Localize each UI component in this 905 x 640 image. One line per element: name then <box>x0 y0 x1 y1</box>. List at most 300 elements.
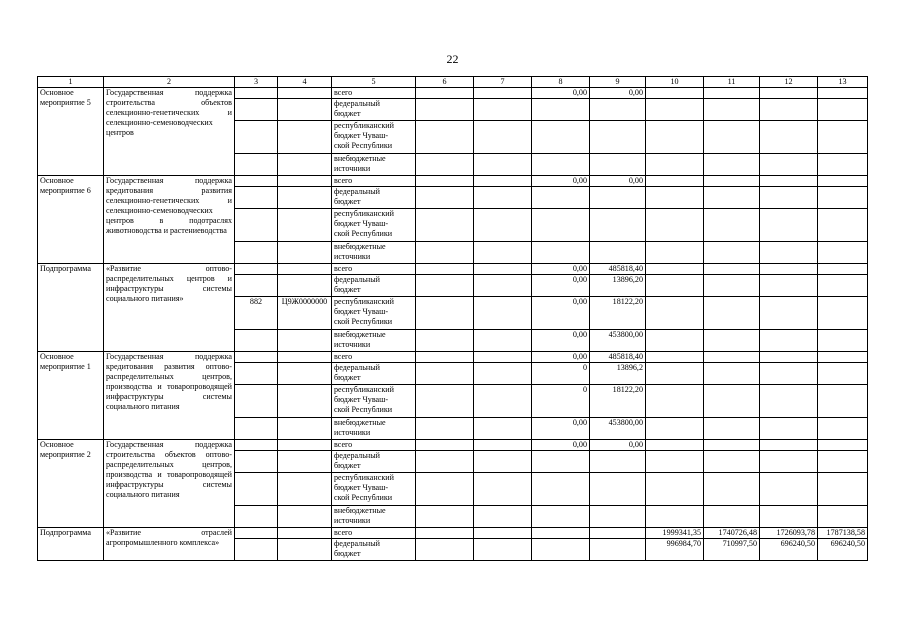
cell-col-6 <box>416 99 474 121</box>
cell-col-11 <box>704 187 760 209</box>
cell-col-11 <box>704 440 760 451</box>
cell-col-13 <box>818 242 868 264</box>
cell-col-13 <box>818 154 868 176</box>
cell-col-9 <box>590 154 646 176</box>
cell-col-6 <box>416 121 474 154</box>
funding-source-cell <box>332 88 416 99</box>
table-row <box>38 440 868 451</box>
funding-source-label: источники <box>334 428 371 437</box>
cell-col-6 <box>416 440 474 451</box>
program-description-cell: Государственная поддержка строительства объектов селекционно-генетических и селекционно-семеноводческих центров <box>104 88 235 176</box>
funding-source-cell <box>332 528 416 539</box>
cell-col-13 <box>818 352 868 363</box>
funding-source-cell <box>332 209 416 242</box>
funding-source-cell <box>332 352 416 363</box>
cell-col-12 <box>760 88 818 99</box>
cell-col-13 <box>818 275 868 297</box>
cell-col-10 <box>646 363 704 385</box>
cell-col-10 <box>646 297 704 330</box>
column-header: 13 <box>818 77 868 88</box>
column-header: 5 <box>332 77 416 88</box>
cell-col-12 <box>760 352 818 363</box>
cell-col-6 <box>416 363 474 385</box>
funding-source-label: бюджет <box>334 373 361 382</box>
funding-source-label: бюджет <box>334 285 361 294</box>
cell-col-11 <box>704 121 760 154</box>
cell-col-6 <box>416 154 474 176</box>
cell-col-12 <box>760 275 818 297</box>
funding-source-label: всего <box>334 352 353 361</box>
table-row <box>38 88 868 99</box>
funding-source-label: федеральный <box>334 187 380 196</box>
table-row <box>38 176 868 187</box>
cell-col-8: 0,00 <box>532 418 590 440</box>
cell-col-8: 0,00 <box>532 352 590 363</box>
funding-source-label: республиканский <box>334 209 394 218</box>
funding-source-label: бюджет Чуваш- <box>334 307 389 316</box>
cell-col-4 <box>278 330 332 352</box>
cell-col-13 <box>818 418 868 440</box>
cell-col-7 <box>474 187 532 209</box>
cell-col-8 <box>532 528 590 539</box>
cell-col-11 <box>704 176 760 187</box>
cell-col-3 <box>235 242 278 264</box>
cell-col-4 <box>278 352 332 363</box>
cell-col-9: 453800,00 <box>590 418 646 440</box>
cell-col-13 <box>818 121 868 154</box>
cell-col-4 <box>278 154 332 176</box>
cell-col-13 <box>818 330 868 352</box>
cell-col-8: 0,00 <box>532 176 590 187</box>
cell-col-6 <box>416 88 474 99</box>
cell-col-3 <box>235 363 278 385</box>
cell-col-12 <box>760 264 818 275</box>
cell-col-4 <box>278 528 332 539</box>
cell-col-10 <box>646 242 704 264</box>
cell-col-13 <box>818 209 868 242</box>
cell-col-8 <box>532 209 590 242</box>
cell-col-4 <box>278 451 332 473</box>
funding-source-label: ской Республики <box>334 229 393 238</box>
cell-col-9: 18122,20 <box>590 385 646 418</box>
cell-col-10 <box>646 352 704 363</box>
cell-col-12 <box>760 451 818 473</box>
cell-col-13 <box>818 385 868 418</box>
cell-col-13 <box>818 297 868 330</box>
budget-table <box>37 76 868 561</box>
funding-source-cell <box>332 297 416 330</box>
cell-col-8: 0,00 <box>532 264 590 275</box>
cell-col-9 <box>590 209 646 242</box>
column-header: 8 <box>532 77 590 88</box>
cell-col-11 <box>704 154 760 176</box>
cell-col-4 <box>278 264 332 275</box>
cell-col-13 <box>818 473 868 506</box>
cell-col-10 <box>646 154 704 176</box>
cell-col-9: 13896,20 <box>590 275 646 297</box>
cell-col-3 <box>235 187 278 209</box>
funding-source-cell <box>332 99 416 121</box>
cell-col-10 <box>646 209 704 242</box>
funding-source-cell <box>332 473 416 506</box>
column-header: 6 <box>416 77 474 88</box>
cell-col-11 <box>704 473 760 506</box>
cell-col-12 <box>760 385 818 418</box>
cell-col-9 <box>590 121 646 154</box>
funding-source-label: всего <box>334 528 353 537</box>
column-header: 3 <box>235 77 278 88</box>
cell-col-12 <box>760 121 818 154</box>
cell-col-8 <box>532 506 590 528</box>
cell-col-13 <box>818 440 868 451</box>
program-description-cell: Государственная поддержка кредитования развития селекционно-генетических и селекционно-семеноводческих центров в подотраслях животноводства и растениеводства <box>104 176 235 264</box>
funding-source-cell <box>332 264 416 275</box>
cell-col-6 <box>416 352 474 363</box>
cell-col-10 <box>646 330 704 352</box>
program-name-cell: Подпрограмма <box>38 264 104 352</box>
funding-source-label: бюджет <box>334 109 361 118</box>
funding-source-cell <box>332 275 416 297</box>
funding-source-label: республиканский <box>334 121 394 130</box>
cell-col-7 <box>474 363 532 385</box>
cell-col-7 <box>474 506 532 528</box>
funding-source-cell <box>332 154 416 176</box>
cell-col-9 <box>590 451 646 473</box>
funding-source-label: бюджет Чуваш- <box>334 483 389 492</box>
cell-col-13 <box>818 187 868 209</box>
funding-source-label: внебюджетные <box>334 506 386 515</box>
cell-col-7 <box>474 528 532 539</box>
funding-source-label: бюджет Чуваш- <box>334 219 389 228</box>
cell-col-3 <box>235 440 278 451</box>
cell-col-11: 710997,50 <box>704 539 760 561</box>
cell-col-8 <box>532 473 590 506</box>
cell-col-10: 1999341,35 <box>646 528 704 539</box>
cell-col-6 <box>416 176 474 187</box>
cell-col-11 <box>704 99 760 121</box>
funding-source-label: федеральный <box>334 539 380 548</box>
cell-col-6 <box>416 473 474 506</box>
funding-source-label: ской Республики <box>334 141 393 150</box>
cell-col-10: 996984,70 <box>646 539 704 561</box>
cell-col-13: 1787138,58 <box>818 528 868 539</box>
cell-col-10 <box>646 264 704 275</box>
cell-col-9 <box>590 99 646 121</box>
funding-source-label: всего <box>334 264 353 273</box>
cell-col-3 <box>235 539 278 561</box>
column-header: 7 <box>474 77 532 88</box>
header-row <box>38 77 868 88</box>
cell-col-3 <box>235 121 278 154</box>
cell-col-12 <box>760 176 818 187</box>
cell-col-8 <box>532 99 590 121</box>
cell-col-10 <box>646 451 704 473</box>
cell-col-3 <box>235 506 278 528</box>
cell-col-11 <box>704 297 760 330</box>
funding-source-label: бюджет <box>334 197 361 206</box>
cell-col-13: 696240,50 <box>818 539 868 561</box>
cell-col-3 <box>235 88 278 99</box>
cell-col-9 <box>590 528 646 539</box>
cell-col-10 <box>646 385 704 418</box>
funding-source-label: всего <box>334 88 353 97</box>
cell-col-12 <box>760 297 818 330</box>
cell-col-6 <box>416 539 474 561</box>
cell-col-11 <box>704 352 760 363</box>
program-name-cell: Основное мероприятие 2 <box>38 440 104 528</box>
cell-col-7 <box>474 242 532 264</box>
cell-col-4 <box>278 176 332 187</box>
cell-col-8: 0,00 <box>532 88 590 99</box>
cell-col-7 <box>474 154 532 176</box>
cell-col-8: 0,00 <box>532 275 590 297</box>
cell-col-12 <box>760 154 818 176</box>
cell-col-3 <box>235 385 278 418</box>
cell-col-9: 0,00 <box>590 176 646 187</box>
cell-col-7 <box>474 264 532 275</box>
cell-col-8 <box>532 539 590 561</box>
table-row <box>38 528 868 539</box>
cell-col-6 <box>416 297 474 330</box>
cell-col-6 <box>416 264 474 275</box>
cell-col-8 <box>532 242 590 264</box>
cell-col-13 <box>818 99 868 121</box>
cell-col-8 <box>532 154 590 176</box>
cell-col-10 <box>646 88 704 99</box>
cell-col-12 <box>760 473 818 506</box>
funding-source-label: республиканский <box>334 297 394 306</box>
cell-col-3 <box>235 209 278 242</box>
funding-source-label: федеральный <box>334 99 380 108</box>
cell-col-3 <box>235 99 278 121</box>
cell-col-13 <box>818 363 868 385</box>
funding-source-cell <box>332 330 416 352</box>
cell-col-4 <box>278 473 332 506</box>
cell-col-7 <box>474 297 532 330</box>
program-name-cell: Основное мероприятие 1 <box>38 352 104 440</box>
funding-source-cell <box>332 451 416 473</box>
column-header: 1 <box>38 77 104 88</box>
cell-col-10 <box>646 473 704 506</box>
table-row <box>38 264 868 275</box>
cell-col-7 <box>474 385 532 418</box>
cell-col-10 <box>646 440 704 451</box>
cell-col-8: 0 <box>532 385 590 418</box>
column-header: 9 <box>590 77 646 88</box>
cell-col-9 <box>590 473 646 506</box>
funding-source-label: внебюджетные <box>334 242 386 251</box>
cell-col-9 <box>590 506 646 528</box>
cell-col-11 <box>704 451 760 473</box>
cell-col-10 <box>646 121 704 154</box>
program-description-cell: Государственная поддержка кредитования развития оптово-распределительных центров, производства и товаропроводящей инфраструктуры системы социального питания <box>104 352 235 440</box>
funding-source-label: источники <box>334 252 371 261</box>
cell-col-12 <box>760 506 818 528</box>
cell-col-6 <box>416 187 474 209</box>
program-description-cell: «Развитие оптово-распределительных центров и инфраструктуры системы социального питания» <box>104 264 235 352</box>
funding-source-label: внебюджетные <box>334 418 386 427</box>
cell-col-7 <box>474 121 532 154</box>
cell-col-4 <box>278 275 332 297</box>
cell-col-6 <box>416 528 474 539</box>
cell-col-3 <box>235 418 278 440</box>
funding-source-label: ской Республики <box>334 317 393 326</box>
cell-col-3: 882 <box>235 297 278 330</box>
program-description-cell: Государственная поддержка строительства объектов оптово-распределительных центров, производства и товаропроводящей инфраструктуры системы социального питания <box>104 440 235 528</box>
funding-source-label: всего <box>334 176 353 185</box>
cell-col-3 <box>235 275 278 297</box>
cell-col-4 <box>278 363 332 385</box>
cell-col-8 <box>532 187 590 209</box>
cell-col-11: 1740726,48 <box>704 528 760 539</box>
cell-col-13 <box>818 506 868 528</box>
program-name-cell: Основное мероприятие 6 <box>38 176 104 264</box>
cell-col-7 <box>474 539 532 561</box>
funding-source-cell <box>332 506 416 528</box>
cell-col-7 <box>474 330 532 352</box>
cell-col-12: 1726093,78 <box>760 528 818 539</box>
program-description-cell: «Развитие отраслей агропромышленного комплекса» <box>104 528 235 561</box>
funding-source-label: федеральный <box>334 451 380 460</box>
cell-col-4 <box>278 506 332 528</box>
cell-col-6 <box>416 506 474 528</box>
table-row <box>38 352 868 363</box>
funding-source-label: внебюджетные <box>334 154 386 163</box>
cell-col-4 <box>278 418 332 440</box>
column-header: 2 <box>104 77 235 88</box>
cell-col-12 <box>760 363 818 385</box>
cell-col-4 <box>278 242 332 264</box>
cell-col-7 <box>474 440 532 451</box>
cell-col-11 <box>704 363 760 385</box>
cell-col-9: 13896,2 <box>590 363 646 385</box>
funding-source-cell <box>332 363 416 385</box>
funding-source-label: бюджет Чуваш- <box>334 395 389 404</box>
cell-col-7 <box>474 209 532 242</box>
cell-col-4 <box>278 121 332 154</box>
funding-source-label: источники <box>334 164 371 173</box>
funding-source-label: федеральный <box>334 275 380 284</box>
funding-source-cell <box>332 539 416 561</box>
cell-col-11 <box>704 506 760 528</box>
cell-col-8 <box>532 451 590 473</box>
cell-col-11 <box>704 275 760 297</box>
cell-col-9: 0,00 <box>590 88 646 99</box>
cell-col-13 <box>818 176 868 187</box>
funding-source-label: республиканский <box>334 473 394 482</box>
cell-col-4 <box>278 440 332 451</box>
funding-source-label: республиканский <box>334 385 394 394</box>
cell-col-12 <box>760 187 818 209</box>
funding-source-cell <box>332 440 416 451</box>
cell-col-13 <box>818 264 868 275</box>
cell-col-11 <box>704 418 760 440</box>
cell-col-3 <box>235 451 278 473</box>
cell-col-7 <box>474 176 532 187</box>
cell-col-3 <box>235 176 278 187</box>
cell-col-9: 453800,00 <box>590 330 646 352</box>
cell-col-4 <box>278 88 332 99</box>
cell-col-11 <box>704 264 760 275</box>
program-name-cell: Подпрограмма <box>38 528 104 561</box>
funding-source-label: бюджет <box>334 461 361 470</box>
cell-col-7 <box>474 418 532 440</box>
page-number: 22 <box>446 52 459 66</box>
cell-col-11 <box>704 88 760 99</box>
cell-col-8: 0,00 <box>532 440 590 451</box>
cell-col-12 <box>760 440 818 451</box>
cell-col-9 <box>590 187 646 209</box>
funding-source-label: внебюджетные <box>334 330 386 339</box>
funding-source-label: федеральный <box>334 363 380 372</box>
cell-col-4 <box>278 99 332 121</box>
cell-col-6 <box>416 209 474 242</box>
cell-col-6 <box>416 385 474 418</box>
funding-source-cell <box>332 187 416 209</box>
cell-col-4: Ц9Ж0000000 <box>278 297 332 330</box>
cell-col-8 <box>532 121 590 154</box>
cell-col-3 <box>235 473 278 506</box>
funding-source-label: ской Республики <box>334 405 393 414</box>
funding-source-cell <box>332 418 416 440</box>
funding-source-label: ской Республики <box>334 493 393 502</box>
cell-col-7 <box>474 99 532 121</box>
cell-col-10 <box>646 506 704 528</box>
cell-col-6 <box>416 330 474 352</box>
cell-col-12 <box>760 242 818 264</box>
cell-col-11 <box>704 242 760 264</box>
column-header: 11 <box>704 77 760 88</box>
cell-col-4 <box>278 539 332 561</box>
cell-col-10 <box>646 99 704 121</box>
cell-col-9 <box>590 539 646 561</box>
cell-col-7 <box>474 451 532 473</box>
funding-source-cell <box>332 176 416 187</box>
funding-source-cell <box>332 385 416 418</box>
cell-col-10 <box>646 176 704 187</box>
cell-col-4 <box>278 385 332 418</box>
cell-col-6 <box>416 418 474 440</box>
cell-col-8: 0,00 <box>532 297 590 330</box>
cell-col-12 <box>760 330 818 352</box>
funding-source-label: бюджет Чуваш- <box>334 131 389 140</box>
funding-source-cell <box>332 121 416 154</box>
cell-col-7 <box>474 88 532 99</box>
cell-col-13 <box>818 451 868 473</box>
funding-source-label: источники <box>334 516 371 525</box>
column-header: 12 <box>760 77 818 88</box>
cell-col-8: 0 <box>532 363 590 385</box>
cell-col-13 <box>818 88 868 99</box>
cell-col-12 <box>760 99 818 121</box>
cell-col-9 <box>590 242 646 264</box>
column-header: 10 <box>646 77 704 88</box>
cell-col-11 <box>704 330 760 352</box>
cell-col-11 <box>704 209 760 242</box>
cell-col-9: 485818,40 <box>590 264 646 275</box>
column-header: 4 <box>278 77 332 88</box>
funding-source-label: бюджет <box>334 549 361 558</box>
cell-col-6 <box>416 242 474 264</box>
cell-col-10 <box>646 275 704 297</box>
cell-col-4 <box>278 209 332 242</box>
program-name-cell: Основное мероприятие 5 <box>38 88 104 176</box>
cell-col-9: 0,00 <box>590 440 646 451</box>
funding-source-label: всего <box>334 440 353 449</box>
cell-col-7 <box>474 473 532 506</box>
cell-col-4 <box>278 187 332 209</box>
cell-col-12: 696240,50 <box>760 539 818 561</box>
